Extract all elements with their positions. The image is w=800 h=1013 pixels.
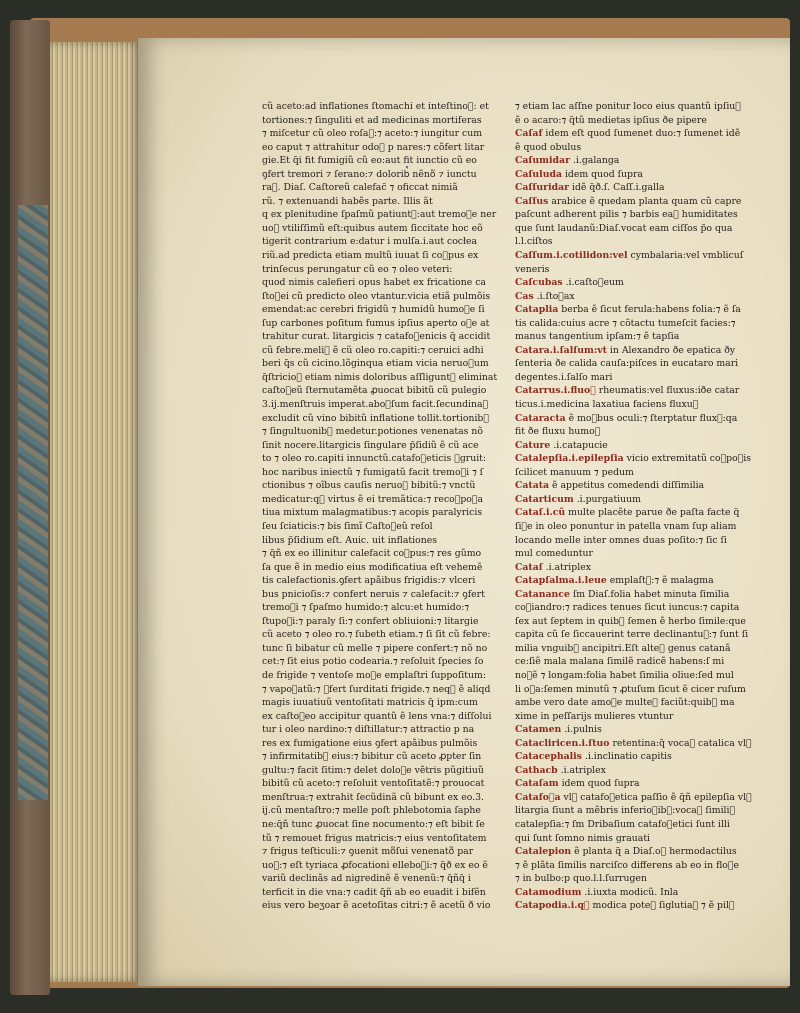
left-column-line: ⁊ q̃ñ ex eo illinitur calefacit co᷑pus:⁊ res gũmo <box>262 548 482 560</box>
right-column-line: ſi᷑e in oleo ponuntur in patella vnam ſup aliam <box>515 520 737 532</box>
left-column-line: caſto᷑eũ ſternutamẽta ꝓuocat bibitũ cũ pulegio <box>262 385 487 397</box>
rubric-heading: Catara.i.ſalſum:vt <box>515 344 607 356</box>
right-column-line: Catamodium .i.iuxta modicũ. Inla <box>515 886 679 898</box>
left-column-line: de frigide ⁊ ventoſe mo᷑e emplaſtri ſuppoſitum: <box>262 669 486 681</box>
right-column-line: Catarticum .i.purgatiuum <box>515 493 641 505</box>
left-column-line: tur i oleo nardino:⁊ diſtillatur:⁊ attractio p na <box>262 724 475 736</box>
right-column-line: Cataſ .i.atriplex <box>515 561 591 573</box>
rubric-heading: Caſaf <box>515 128 543 140</box>
left-column-line: ꝯfert tremori ⁊ ſerano:⁊ dolorib᷒ nẽno᷑ ⁊ iunctu <box>262 168 477 180</box>
right-column-line: que ſunt laudanũ:Diaſ.vocat eam ciſſos p̃o qua <box>515 222 733 234</box>
left-column-line: eius vero beʒoar ẽ acetoſitas citri:⁊ ẽ acetũ ð vio <box>262 900 491 912</box>
right-column-line: no᷑ẽ ⁊ longam:folia habet ſimilia oliue:ſed mul <box>515 669 734 681</box>
rubric-heading: Catapſalma.i.leue <box>515 575 607 587</box>
right-column-line: Cataſ.i.cũ multe placẽte parue ðe paſta facte q̃ <box>515 507 740 519</box>
right-column-line: ce:ſiẽ mala malana ſimilẽ radicẽ habens:ſ mi <box>515 656 725 668</box>
right-column-line: Caſſum.i.cotilidon:vel cymbalaria:vel vmblicuſ <box>515 250 744 262</box>
left-column-line: bus pnicioſis:⁊ confert neruis ⁊ calefacit:⁊ ꝯfert <box>262 588 485 600</box>
rubric-heading: Catapodia.i.q᷒ <box>515 900 590 912</box>
right-column-line: qui ſunt ſomno nimis grauati <box>515 832 651 844</box>
rubric-heading: Cas <box>515 290 534 302</box>
right-column-line: li o᷑a:ſemen minutũ ⁊ ꝓtuſum ſicut ẽ cicer ruſum <box>515 683 746 695</box>
right-column-line: paſcunt adherent pilis ⁊ barbis ea᷑ humiditates <box>515 209 738 221</box>
right-column-line: Catata ẽ appetitus comedendi diſſimilia <box>515 480 705 492</box>
rubric-heading: Catata <box>515 480 550 492</box>
left-column-line: beri q̃s cũ cicino.lõginqua etiam vicia neruo᷑um <box>262 358 489 370</box>
left-column-line: terficit in die vna:⁊ cadit q̃ñ ab eo euadit i bifẽn <box>262 886 486 898</box>
right-column-line: tis calida:cuius acre ⁊ cõtactu tumeſcit facies:⁊ <box>515 317 736 329</box>
right-column-line: ⁊ etiam lac aſſne ponitur loco eius quantũ ipſiu᷑ <box>515 101 741 112</box>
left-column-line: ra᷑. Diaſ. Caſtoreũ calefac̃ ⁊ oficcat nimiã <box>262 182 458 194</box>
left-column-line: tiua mixtum malagmatibus:⁊ acopis paralyricis <box>262 507 483 519</box>
right-column-line: Catafo᷑a vl᷒ catafo᷑etica paſſio ẽ q̃ñ epilepſia vl᷒ <box>515 791 752 803</box>
right-column-line: Catalepion ẽ planta q̃ a Diaſ.oᷓ hermodactilus <box>515 846 737 858</box>
left-column-line: medicatur:q᷑ virtus ẽ ei tremãtica:⁊ reco᷑po᷑a <box>262 493 483 505</box>
right-column-line: ⁊ in bulbo:p quo.l.l.ſurrugen <box>515 873 647 885</box>
right-column-line: Caſumidar .i.galanga <box>515 155 620 167</box>
right-column-line: Cataracta ẽ mo᷑bus oculi:⁊ ſterptatur flux᷒:qa <box>515 412 738 424</box>
rubric-heading: Catarticum <box>515 493 574 505</box>
left-column-line: q ex plenitudine ſpaſmũ patiunt᷑:aut tremo᷑e ner <box>262 209 497 221</box>
left-column-line: ⁊ ſingultuonib᷒ medetur.potiones venenatas nõ <box>262 426 483 438</box>
left-column-line: uo᷑:⁊ eſt tyriaca ꝓfocationi ellebo᷑i:⁊ q̃ð ex eo ẽ <box>262 859 488 871</box>
right-column-line: co᷑iandro:⁊ radices tenues ſicut iuncus:⁊ capita <box>515 602 740 614</box>
left-column-line: eo caput ⁊ attrahitur odo᷑ p nares:⁊ cõfert litar <box>262 141 485 153</box>
right-column-line: Catapſalma.i.leue emplaſt᷑:⁊ ẽ malagma <box>515 575 714 587</box>
left-column-line: hoc naribus iniectũ ⁊ fumigatũ facit tremo᷑i ⁊ ſ <box>262 466 484 478</box>
left-column-line: tis calefactionis.ꝯfert apãibus frigidis:⁊ vlceri <box>262 575 476 587</box>
right-column-line: Catara.i.ſalſum:vt in Alexandro ðe epatica ðy <box>515 344 736 356</box>
left-column-line: gultu:⁊ facit ſitim:⁊ delet dolo᷑e vẽtris pũgitiuũ <box>262 764 484 776</box>
right-column-line: Caſaf idem eſt quod ſumenet duo:⁊ ſumenet idẽ <box>515 128 741 140</box>
right-column-line: degentes.i.ſalſo mari <box>515 371 613 383</box>
left-column-line: ctionibus ⁊ oĩbus cauſis neruo᷑ bibitũ:⁊ vnctũ <box>262 480 476 492</box>
rubric-heading: Catalepion <box>515 846 572 858</box>
right-column-line: xime in peſſarijs mulieres vtuntur <box>515 710 674 722</box>
right-column-line: Catalepſia.i.epilepſia vicio extremitatũ co᷑po᷑is <box>515 453 752 465</box>
left-column-line: ſa que ẽ in medio eius modificatiua eſt vehemẽ <box>262 561 483 573</box>
left-column-line: bibitũ cũ aceto:⁊ reſoluit ventoſitatẽ:⁊ prouocat <box>262 778 485 790</box>
right-column-line: Cathacb .i.atriplex <box>515 764 606 776</box>
right-column-line: ẽ quod obulus <box>515 141 582 153</box>
left-column-line: ij.cũ mentaſtro:⁊ melle poſt phlebotomia ſaphe <box>262 805 481 817</box>
right-column-line: milia vnguib᷒ ancipitri.Eſt alte᷑ genus catanã <box>515 642 731 654</box>
rubric-heading: Cataſ <box>515 561 543 573</box>
right-text-column <box>515 100 783 913</box>
rubric-heading: Catamodium <box>515 886 582 898</box>
right-column-line: capita cũ ſe ſiccauerint terre declinantu᷑:⁊ ſunt ſi <box>515 629 749 641</box>
rubric-heading: Caſumidar <box>515 155 570 167</box>
left-column-line: 3.ij.menſtruis imperat.abo᷑ſum facit.ſecundina᷑ <box>262 399 489 411</box>
left-text-column <box>262 100 498 913</box>
right-column-line: ẽ o acaro:⁊ q̃tũ medietas ipſius ðe pipere <box>515 114 707 126</box>
rubric-heading: Catafo᷑a <box>515 791 561 803</box>
left-column-line: res ex fumigatione eius ꝯfert apãibus pulmõis <box>262 737 478 749</box>
left-column-line: riũ.ad predicta etiam multũ iuuat ſi co᷑pus ex <box>262 250 479 262</box>
rubric-heading: Caſſuridar <box>515 182 570 194</box>
left-column-line: cet:⁊ ſit eius potio codearia.⁊ reſoluit ſpecies ſo <box>262 656 484 668</box>
left-column-line: ⁊ frigus teſticuli:⁊ ꝯuenit mo᷑ſui venenato᷑ par <box>262 846 474 858</box>
right-column-line: Cature .i.catapucie <box>515 439 608 451</box>
rubric-heading: Cataſ.i.cũ <box>515 507 566 519</box>
rubric-heading: Cataracta <box>515 412 566 424</box>
right-column-line: Caſcubas .i.caſto᷑eum <box>515 277 624 289</box>
page-edges <box>50 42 142 982</box>
left-column-line: tũ ⁊ remouet frigus matricis:⁊ eius ventoſitatem <box>262 832 487 844</box>
right-column-line: ambe vero date amo᷑e multe᷑ faciũt:quib᷒ ma <box>515 697 735 709</box>
right-column-line: Caſſuridar idẽ q̃ð.ſ. Caſſ.i.galla <box>515 182 665 194</box>
rubric-heading: Cataſam <box>515 778 559 790</box>
right-column-line: ſcilicet manuum ⁊ pedum <box>515 466 634 478</box>
left-column-line: trahitur curat. litargicis ⁊ catafo᷑enicis q̃ accidit <box>262 331 491 343</box>
left-column-line: tremo᷑i ⁊ ſpaſmo humido:⁊ alcu:et humido:⁊ <box>262 602 470 614</box>
rubric-heading: Cature <box>515 439 551 451</box>
left-column-line: tortiones:⁊ ſinguliti et ad medicinas mortiferas <box>262 114 482 126</box>
left-column-line: emendat:ac cerebri frigidũ ⁊ humidũ humo᷑e ſi <box>262 304 485 316</box>
left-column-line: to ⁊ oleo ro.capiti innunctũ.catafo᷑eticis ꝯgruit: <box>262 453 487 465</box>
left-column-line: ⁊ infirmitatib᷒ eius:⁊ bibitur cũ aceto ꝓpter ſin <box>262 751 482 763</box>
left-column-line: q̃ſtricio᷑ etiam nimis doloribus aſſliguntᷓ eliminat <box>262 371 498 383</box>
right-column-line: locando melle inter omnes duas poſito:⁊ ſic ſi <box>515 534 727 546</box>
rubric-heading: Catarrus.i.fluo᷑ <box>515 385 596 397</box>
right-column-line: Caſuluda idem quod ſupra <box>515 168 643 180</box>
right-column-line: Catacephalis .i.inclinatio capitis <box>515 751 672 763</box>
left-column-line: ex caſto᷑eo accipitur quantũ ẽ lens vna:⁊ diſſolui <box>262 710 492 722</box>
right-column-line: Catacliricen.i.ſtuo retentina:q̃ vocaᷓ catalica vl᷒ <box>515 737 752 749</box>
right-column-line: catalepſia:⁊ ſm Dribaſium catafo᷑etici ſunt illi <box>515 818 730 830</box>
left-column-line: libus p̃ſidium eſt. Auic. uit inflationes <box>262 534 437 546</box>
left-column-line: cũ aceto ⁊ oleo ro.⁊ ſubeth etiam.⁊ ſi ſit cũ febre: <box>262 629 491 641</box>
right-column-line: l.l.ciſtos <box>515 236 553 248</box>
right-column-line: ſex aut ſeptem in quib᷒ ſemen ẽ herbo ſimile:que <box>515 615 746 627</box>
rubric-heading: Cathacb <box>515 764 558 776</box>
rubric-heading: Catacliricen.i.ſtuo <box>515 737 610 749</box>
right-column-line: Cas .i.ſto᷑ax <box>515 290 575 302</box>
left-column-line: tunc ſi bibatur cũ melle ⁊ pipere confert:⁊ nõ no <box>262 642 488 654</box>
rubric-heading: Catacephalis <box>515 751 582 763</box>
right-column-line: veneris <box>515 263 550 275</box>
right-column-line: Cataſam idem quod ſupra <box>515 778 640 790</box>
left-column-line: tigerit contrarium e:datur i mulſa.i.aut cocłea <box>262 236 478 248</box>
right-column-line: Catapodia.i.q᷒ modica poteᷓ ſiglutiaᷓ ⁊ ẽ pil᷒ <box>515 900 735 912</box>
left-column-line: trinſecus perungatur cũ eo ⁊ oleo veteri: <box>262 263 453 275</box>
left-column-line: cũ febre.meli᷒ ẽ cũ oleo ro.capiti:⁊ ceruici adhi <box>262 344 484 356</box>
rubric-heading: Caſſum.i.cotilidon:vel <box>515 250 628 262</box>
right-column-line: Cataplia berba ẽ ſicut ferula:habens folia:⁊ ẽ ſa <box>515 304 741 316</box>
left-column-line: variũ declinãs ad nigredinẽ ẽ venenũ:⁊ q̃ñq̃ i <box>262 873 471 885</box>
left-column-line: cũ aceto:ad inflationes ſtomachi et inteſtino᷑: et <box>262 101 489 112</box>
rubric-heading: Catalepſia.i.epilepſia <box>515 453 624 465</box>
left-column-line: ſtupo᷑i:⁊ paraly ſi:⁊ confert obliuioni:⁊ litargie <box>262 615 479 627</box>
rubric-heading: Cataplia <box>515 304 559 316</box>
left-column-line: quod nimis calefieri opus habet ex fricatione ca <box>262 277 486 289</box>
right-column-line: Caſſus arabice ẽ quedam planta quam cũ capre <box>515 195 742 207</box>
left-column-line: ⁊ vapo᷑atũ:⁊ ꝯfert ſurditati frigide.⁊ neq᷑ ẽ aliqd <box>262 683 491 695</box>
left-column-line: excludit cũ vino bibitũ inflatione tollit.tortionib᷒ <box>262 412 489 424</box>
rubric-heading: Caſſus <box>515 195 549 207</box>
left-column-line: rũ. ⁊ extenuandi habẽs parte. Illis ãt <box>262 195 433 207</box>
left-column-line: ⁊ miſcetur cũ oleo roſa᷑:⁊ aceto:⁊ iungitur cum <box>262 128 483 140</box>
right-column-line: ⁊ ẽ plãta ſimilis narciſco differens ab eo in flo᷑e <box>515 859 739 871</box>
right-column-line: mul comeduntur <box>515 548 593 560</box>
right-column-line: litargia ſiunt a mẽbris inferio᷑ib᷒:vocaᷓ ſimiliᷓ <box>515 805 736 817</box>
right-column-line: Catamen .i.pulnis <box>515 724 602 736</box>
left-column-line: ſup carbones poſitum fumus ipſius aperto o᷑e at <box>262 317 490 329</box>
left-column-line: menſtrua:⁊ extrahit ſecũdinã cũ bibunt ex eo.3. <box>262 791 484 803</box>
marbled-endpaper <box>18 205 48 800</box>
left-column-line: gie.Et q̃i fit fumigiũ cũ eo:aut fit iunctio cũ eo <box>262 155 477 167</box>
right-column-line: fit ðe fluxu humo᷑ <box>515 426 601 438</box>
right-column-line: Catarrus.i.fluo᷑ rheumatis:vel fluxus:iðe catar <box>515 385 740 397</box>
right-column-line: ticus.i.medicina laxatiua faciens fluxu᷑ <box>515 399 699 411</box>
rubric-heading: Catanance <box>515 588 570 600</box>
right-column-line: Catanance ſm Diaſ.folia habet minuta ſimilia <box>515 588 730 600</box>
left-column-line: ne:q̃ñ tunc ꝓuocat ſine nocumento:⁊ eſt bibit ſe <box>262 818 485 830</box>
rubric-heading: Catamen <box>515 724 562 736</box>
left-column-line: ſinit nocere.litargicis ſingulare p̃ſidiũ ẽ cũ ace <box>262 439 479 451</box>
left-column-line: ſto᷑ei cũ predicto oleo vtantur.vicia etiã pulmõis <box>262 290 491 302</box>
right-column-line: ſenteria ðe calida cauſa:piſces in eucataro mari <box>515 358 739 370</box>
left-column-line: ſeu ſciaticis:⁊ bis ſimĩ Caſto᷑eũ reſol <box>262 520 433 532</box>
left-column-line: magis iuuatiuũ ventoſitati matricis q̃ ipm:cum <box>262 697 478 709</box>
rubric-heading: Caſcubas <box>515 277 563 289</box>
rubric-heading: Caſuluda <box>515 168 562 180</box>
right-column-line: manus tangentium ipſam:⁊ ẽ tapſia <box>515 331 680 343</box>
left-column-line: uo᷑ vtiliſſimũ eſt:quibus autem ſiccitate hoc eõ <box>262 222 483 234</box>
